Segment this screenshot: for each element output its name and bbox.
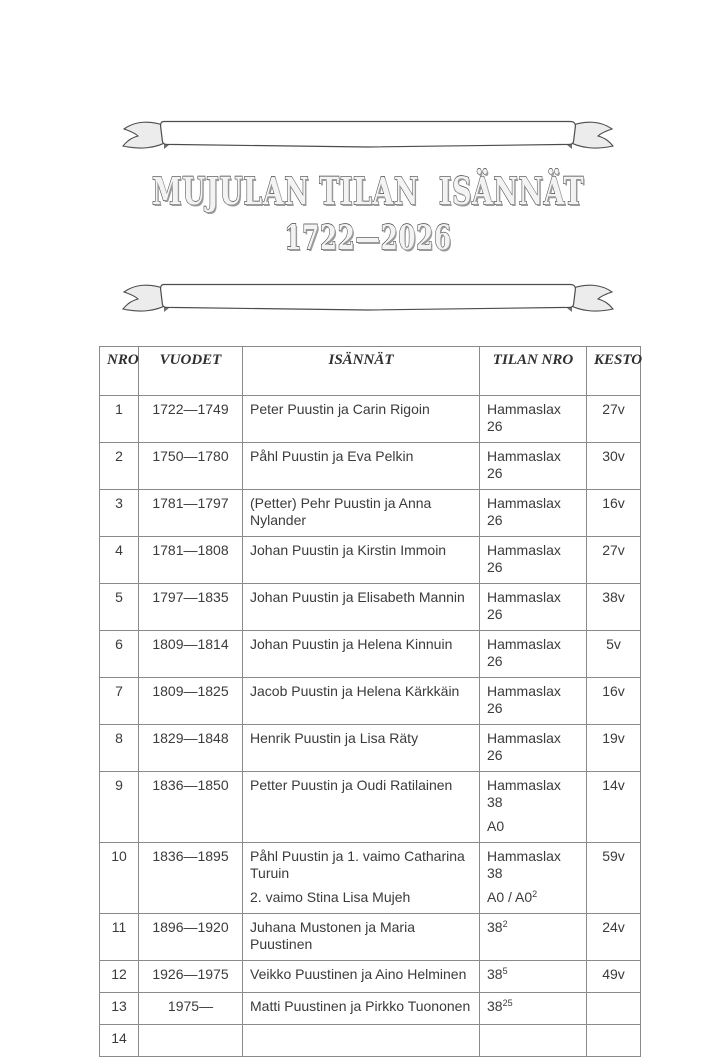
cell-text-line: 1975—	[167, 998, 214, 1014]
table-header	[100, 347, 641, 396]
cell-text-line: 1781—1797	[152, 495, 229, 511]
cell-nro	[100, 490, 139, 537]
cell-isannat	[243, 961, 480, 993]
cell-text-line: 6	[115, 636, 123, 652]
cell-isannat	[243, 843, 480, 914]
cell-tilan_nro	[480, 993, 587, 1025]
cell-nro	[100, 537, 139, 584]
cell-tilan_nro	[480, 725, 587, 772]
ribbon-band	[161, 285, 576, 311]
cell-text-line: 59v	[602, 848, 625, 864]
cell-nro	[100, 725, 139, 772]
cell-text-line: $38^2$	[487, 919, 508, 935]
table-row	[100, 993, 641, 1025]
cell-text-line: 5	[115, 589, 123, 605]
cell-isannat	[243, 443, 480, 490]
cell-text-line: 5v	[606, 636, 621, 652]
cell-isannat	[243, 1025, 480, 1057]
cell-tilan_nro	[480, 396, 587, 443]
cell-text-line: Johan Puustin ja Elisabeth Mannin	[250, 589, 465, 605]
cell-nro	[100, 914, 139, 961]
cell-text-line: 19v	[602, 730, 625, 746]
cell-kesto	[587, 396, 641, 443]
cell-nro	[100, 396, 139, 443]
cell-text-line: Hammaslax 38	[487, 848, 561, 881]
cell-text-line: A0	[487, 818, 505, 834]
cell-text-line: 1722—1749	[152, 401, 229, 417]
cell-text-line: 30v	[602, 448, 625, 464]
cell-text-line: 27v	[602, 401, 625, 417]
cell-text-line: Matti Puustinen ja Pirkko Tuononen	[250, 998, 471, 1014]
cell-text-line: 1809—1814	[152, 636, 229, 652]
cell-tilan_nro	[480, 678, 587, 725]
cell-vuodet	[139, 725, 243, 772]
cell-text-line: 9	[115, 777, 123, 793]
cell-kesto	[587, 772, 641, 843]
cell-text-line: 27v	[602, 542, 625, 558]
cell-text-line: 2. vaimo Stina Lisa Mujeh	[250, 889, 411, 905]
cell-vuodet	[139, 1025, 243, 1057]
cell-tilan_nro	[480, 843, 587, 914]
cell-kesto	[587, 490, 641, 537]
cell-text-line: Påhl Puustin ja 1. vaimo Catharina Turuin	[250, 848, 465, 881]
cell-isannat	[243, 914, 480, 961]
table-row	[100, 443, 641, 490]
cell-text-line: Hammaslax 26	[487, 683, 561, 716]
table-row	[100, 914, 641, 961]
cell-text-line: Påhl Puustin ja Eva Pelkin	[250, 448, 414, 464]
cell-tilan_nro	[480, 537, 587, 584]
cell-tilan_nro	[480, 490, 587, 537]
cell-text-line: 7	[115, 683, 123, 699]
cell-isannat	[243, 772, 480, 843]
cell-tilan_nro	[480, 772, 587, 843]
cell-kesto	[587, 725, 641, 772]
cell-text-line: 1750—1780	[152, 448, 229, 464]
cell-nro	[100, 961, 139, 993]
page-subtitle-years: 1722—2026	[284, 218, 452, 258]
cell-vuodet	[139, 843, 243, 914]
cell-isannat	[243, 537, 480, 584]
cell-text-line: 1809—1825	[152, 683, 229, 699]
cell-isannat	[243, 631, 480, 678]
cell-text-line: 14	[111, 1030, 127, 1046]
cell-text-line: $38^5$	[487, 966, 508, 982]
column-header-tilan_nro: TILAN NRO	[480, 347, 587, 396]
cell-tilan_nro	[480, 914, 587, 961]
cell-text-line: Hammaslax 26	[487, 495, 561, 528]
cell-nro	[100, 1025, 139, 1057]
cell-kesto	[587, 537, 641, 584]
cell-vuodet	[139, 914, 243, 961]
cell-text-line: Peter Puustin ja Carin Rigoin	[250, 401, 430, 417]
column-header-vuodet: VUODET	[139, 347, 243, 396]
cell-kesto	[587, 584, 641, 631]
cell-isannat	[243, 725, 480, 772]
cell-text-line: 11	[111, 919, 127, 935]
cell-text-line: 1797—1835	[152, 589, 229, 605]
cell-tilan_nro	[480, 443, 587, 490]
cell-isannat	[243, 584, 480, 631]
cell-nro	[100, 631, 139, 678]
cell-text-line: $38^{25}$	[487, 998, 513, 1014]
table-row	[100, 584, 641, 631]
cell-text-line: 10	[111, 848, 127, 864]
table-row	[100, 396, 641, 443]
cell-text-line: 4	[115, 542, 123, 558]
cell-text-line: 24v	[602, 919, 625, 935]
column-header-nro: NRO	[100, 347, 139, 396]
table-row	[100, 490, 641, 537]
cell-text-line: Johan Puustin ja Kirstin Immoin	[250, 542, 447, 558]
cell-kesto	[587, 1025, 641, 1057]
cell-text-line: Hammaslax 26	[487, 636, 561, 669]
cell-kesto	[587, 914, 641, 961]
cell-text-line: 8	[115, 730, 123, 746]
cell-tilan_nro	[480, 1025, 587, 1057]
cell-vuodet	[139, 396, 243, 443]
table-row	[100, 1025, 641, 1057]
cell-text-line: 1836—1895	[152, 848, 229, 864]
cell-text-line: Juhana Mustonen ja Maria Puustinen	[250, 919, 415, 952]
table-row	[100, 631, 641, 678]
cell-kesto	[587, 843, 641, 914]
cell-tilan_nro	[480, 961, 587, 993]
cell-text-line: $A0 / A0^2$	[487, 889, 538, 905]
cell-vuodet	[139, 993, 243, 1025]
column-header-kesto: KESTO	[587, 347, 641, 396]
isannat-table	[99, 346, 641, 1057]
cell-text-line: Hammaslax 26	[487, 730, 561, 763]
cell-nro	[100, 772, 139, 843]
cell-text-line: Jacob Puustin ja Helena Kärkkäin	[250, 683, 460, 699]
cell-text-line: Veikko Puustinen ja Aino Helminen	[250, 966, 467, 982]
header-row	[100, 347, 641, 396]
ribbon-band	[161, 122, 576, 148]
cell-isannat	[243, 490, 480, 537]
table-row	[100, 725, 641, 772]
cell-isannat	[243, 993, 480, 1025]
cell-text-line: Hammaslax 26	[487, 542, 561, 575]
cell-tilan_nro	[480, 584, 587, 631]
cell-vuodet	[139, 584, 243, 631]
cell-text-line: 49v	[602, 966, 625, 982]
cell-text-line: Hammaslax 26	[487, 401, 561, 434]
cell-text-line: 14v	[602, 777, 625, 793]
cell-tilan_nro	[480, 631, 587, 678]
ribbon-banner-top	[120, 117, 616, 157]
cell-text-line: Hammaslax 38	[487, 777, 561, 810]
page-title: MUJULAN TILAN ISÄNNÄT	[151, 169, 585, 213]
cell-text-line: 3	[115, 495, 123, 511]
table-row	[100, 843, 641, 914]
cell-nro	[100, 993, 139, 1025]
table-row	[100, 772, 641, 843]
cell-kesto	[587, 993, 641, 1025]
cell-vuodet	[139, 490, 243, 537]
cell-vuodet	[139, 772, 243, 843]
cell-kesto	[587, 678, 641, 725]
cell-text-line: Henrik Puustin ja Lisa Räty	[250, 730, 419, 746]
cell-vuodet	[139, 961, 243, 993]
cell-vuodet	[139, 678, 243, 725]
table-row	[100, 537, 641, 584]
cell-text-line: 1926—1975	[152, 966, 229, 982]
cell-text-line: 16v	[602, 495, 625, 511]
cell-nro	[100, 584, 139, 631]
cell-vuodet	[139, 537, 243, 584]
cell-kesto	[587, 961, 641, 993]
cell-nro	[100, 843, 139, 914]
cell-text-line: 1829—1848	[152, 730, 229, 746]
cell-text-line: 2	[115, 448, 123, 464]
cell-text-line: Petter Puustin ja Oudi Ratilainen	[250, 777, 453, 793]
cell-kesto	[587, 443, 641, 490]
cell-text-line: 1781—1808	[152, 542, 229, 558]
cell-text-line: 1896—1920	[152, 919, 229, 935]
cell-text-line: Hammaslax 26	[487, 448, 561, 481]
cell-kesto	[587, 631, 641, 678]
cell-text-line: (Petter) Pehr Puustin ja Anna Nylander	[250, 495, 432, 528]
table-body	[100, 396, 641, 1057]
cell-text-line: 1836—1850	[152, 777, 229, 793]
cell-text-line: 16v	[602, 683, 625, 699]
cell-vuodet	[139, 443, 243, 490]
cell-nro	[100, 443, 139, 490]
cell-text-line: Johan Puustin ja Helena Kinnuin	[250, 636, 453, 652]
cell-vuodet	[139, 631, 243, 678]
cell-text-line: 12	[111, 966, 127, 982]
cell-text-line: 38v	[602, 589, 625, 605]
ribbon-banner-bottom	[120, 280, 616, 320]
cell-isannat	[243, 678, 480, 725]
cell-text-line: 1	[115, 401, 123, 417]
column-header-isannat: ISÄNNÄT	[243, 347, 480, 396]
table-row	[100, 678, 641, 725]
table-row	[100, 961, 641, 993]
cell-text-line: 13	[111, 998, 127, 1014]
cell-nro	[100, 678, 139, 725]
cell-isannat	[243, 396, 480, 443]
cell-text-line: Hammaslax 26	[487, 589, 561, 622]
